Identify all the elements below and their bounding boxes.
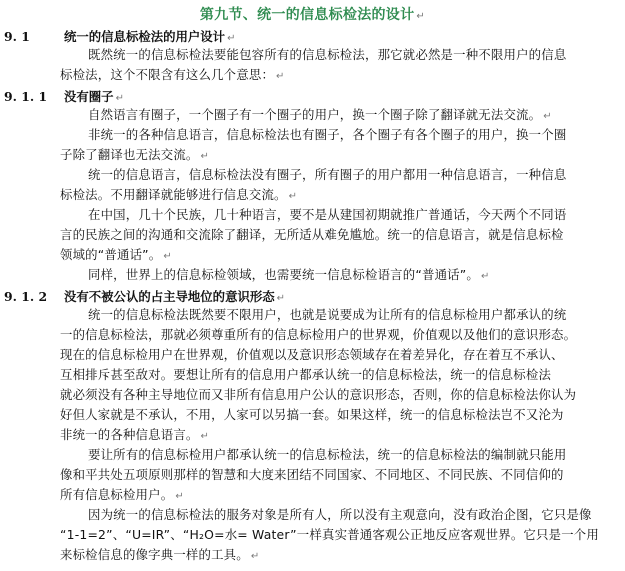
- text-line: 统一的信息标检法既然要不限用户，也就是说要成为让所有的信息标检用户都承认的统: [88, 307, 567, 322]
- text-line: 互相排斥甚至敌对。要想让所有的信息用户都承认统一的信息标检法，统一的信息标检法: [60, 367, 552, 382]
- text-line: 既然统一的信息标检法要能包容所有的信息标检法，那它就必然是一种不限用户的信息: [88, 47, 567, 62]
- document-title: 第九节、统一的信息标检法的设计 ↵: [199, 7, 426, 23]
- text-line: 标检法。不用翻译就能够进行信息交流。 ↵: [60, 187, 298, 202]
- text-line: 现在的信息标检用户在世界观，价值观以及意识形态领域存在着差异化，存在着互不承认、: [60, 347, 564, 362]
- section-heading-9-1-1: 9. 1. 1 没有圈子 ↵: [4, 89, 124, 104]
- section-heading-9-1-2: 9. 1. 2 没有不被公认的占主导地位的意识形态 ↵: [4, 289, 286, 304]
- text-line: 子除了翻译也无法交流。 ↵: [60, 147, 210, 162]
- text-line: “1-1=2”、“U=IR”、“H₂O=水= Water”一样真实普通客观公正地反应客观世界。它只是一个用: [60, 527, 599, 542]
- text-line: 一的信息标检法，那就必须尊重所有的信息标检用户的世界观，价值观以及他们的意识形态。: [60, 327, 577, 342]
- text-line: 非统一的各种信息语言，信息标检法也有圈子，各个圈子有各个圈子的用户，换一个圈: [88, 127, 567, 142]
- text-line: 同样，世界上的信息标检领域，也需要统一信息标检语言的“普通话”。 ↵: [88, 267, 490, 282]
- text-line: 所有信息标检用户。 ↵: [60, 487, 184, 502]
- text-line: 要让所有的信息标检用户都承认统一的信息标检法，统一的信息标检法的编制就只能用: [88, 447, 567, 462]
- text-line: 非统一的各种信息语言。 ↵: [60, 427, 210, 442]
- text-line: 在中国，几十个民族，几十种语言，要不是从建国初期就推广普通话，今天两个不同语: [88, 207, 567, 222]
- text-line: 就必须没有各种主导地位而又非所有信息用户公认的意识形态，否则，你的信息标检法你认为: [60, 387, 577, 402]
- text-line: 像和平共处五项原则那样的智慧和大度来团结不同国家、不同地区、不同民族、不同信仰的: [60, 467, 564, 482]
- text-line: 好但人家就是不承认，不用，人家可以另搞一套。如果这样，统一的信息标检法岂不又沦为: [60, 407, 564, 422]
- text-line: 言的民族之间的沟通和交流除了翻译，无所适从难免尴尬。统一的信息语言，就是信息标检: [60, 227, 564, 242]
- text-line: 来标检信息的像字典一样的工具。 ↵: [60, 547, 260, 562]
- text-line: 因为统一的信息标检法的服务对象是所有人，所以没有主观意向，没有政治企图，它只是像: [88, 507, 592, 522]
- text-line: 自然语言有圈子，一个圈子有一个圈子的用户，换一个圈子除了翻译就无法交流。 ↵: [88, 107, 552, 122]
- text-line: 标检法，这个不限含有这么几个意思： ↵: [60, 67, 285, 82]
- text-line: 统一的信息语言，信息标检法没有圈子，所有圈子的用户都用一种信息语言，一种信息: [88, 167, 567, 182]
- section-heading-9-1: 9. 1 统一的信息标检法的用户设计 ↵: [4, 29, 236, 44]
- text-line: 领域的“普通话”。 ↵: [60, 247, 172, 262]
